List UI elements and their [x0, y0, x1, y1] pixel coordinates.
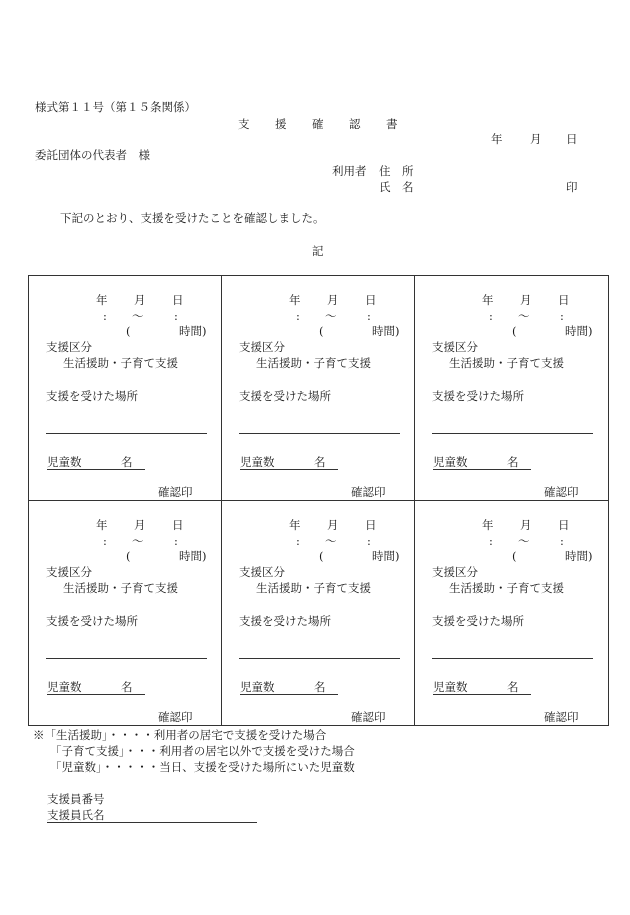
- place-label: 支援を受けた場所: [432, 614, 524, 628]
- category-label: 支援区分: [432, 565, 478, 579]
- children-count: [240, 680, 338, 695]
- user-label: 利用者: [332, 164, 367, 178]
- note-line: ※「生活援助」・・・・利用者の居宅で支援を受けた場合: [33, 728, 327, 742]
- title-char: 認: [349, 117, 361, 131]
- category-options: 生活援助・子育て支援: [63, 581, 178, 595]
- category-options: 生活援助・子育て支援: [449, 581, 564, 595]
- day-label: 日: [172, 518, 184, 532]
- children-count: [433, 455, 531, 470]
- statement: 下記のとおり、支援を受けたことを確認しました。: [60, 211, 325, 225]
- time-tilde: ～: [518, 534, 530, 548]
- start-time-colon: :: [296, 534, 300, 548]
- category-label: 支援区分: [432, 340, 478, 354]
- ki-mark: 記: [312, 244, 324, 258]
- end-time-colon: :: [560, 309, 564, 323]
- start-time-colon: :: [489, 534, 493, 548]
- place-underline: [46, 658, 207, 659]
- children-label: 児童数: [47, 680, 82, 694]
- form-number: 様式第１１号（第１５条関係）: [35, 100, 196, 114]
- year-label: 年: [289, 518, 301, 532]
- hours-open: (: [319, 549, 324, 563]
- children-unit: 名: [314, 455, 326, 469]
- confirmation-cell: [29, 501, 222, 726]
- category-options: 生活援助・子育て支援: [63, 356, 178, 370]
- category-options: 生活援助・子育て支援: [449, 356, 564, 370]
- place-underline: [46, 433, 207, 434]
- start-time-colon: :: [296, 309, 300, 323]
- confirmation-cell: [29, 276, 222, 501]
- confirm-seal-label: 確認印: [351, 485, 386, 499]
- title-char: 支: [238, 117, 250, 131]
- place-label: 支援を受けた場所: [239, 389, 331, 403]
- title-char: 確: [312, 117, 324, 131]
- confirm-seal-label: 確認印: [158, 485, 193, 499]
- children-count: [47, 680, 145, 695]
- hours-close: 時間): [565, 324, 593, 338]
- confirmation-grid: [28, 275, 609, 726]
- staff-name-label: 支援員氏名: [47, 808, 105, 822]
- month-label: 月: [520, 293, 532, 307]
- month-label: 月: [327, 518, 339, 532]
- place-label: 支援を受けた場所: [432, 389, 524, 403]
- confirm-seal-label: 確認印: [544, 485, 579, 499]
- name-label: 氏 名: [379, 180, 414, 194]
- confirmation-cell: [415, 276, 608, 501]
- confirmation-cell: [222, 276, 415, 501]
- end-time-colon: :: [560, 534, 564, 548]
- children-label: 児童数: [240, 455, 275, 469]
- confirm-seal-label: 確認印: [351, 710, 386, 724]
- note-line: 「子育て支援」・・・利用者の居宅以外で支援を受けた場合: [50, 744, 355, 758]
- day-label: 日: [558, 293, 570, 307]
- month-label: 月: [520, 518, 532, 532]
- date-year-label: 年: [491, 132, 503, 146]
- category-label: 支援区分: [239, 565, 285, 579]
- hours-close: 時間): [372, 324, 400, 338]
- children-unit: 名: [507, 680, 519, 694]
- children-count: [433, 680, 531, 695]
- confirm-seal-label: 確認印: [544, 710, 579, 724]
- addressee: 委託団体の代表者 様: [35, 148, 150, 162]
- hours-close: 時間): [179, 549, 207, 563]
- year-label: 年: [96, 293, 108, 307]
- hours-open: (: [126, 549, 131, 563]
- day-label: 日: [365, 518, 377, 532]
- hours-close: 時間): [372, 549, 400, 563]
- year-label: 年: [482, 518, 494, 532]
- note-line: 「児童数」・・・・・当日、支援を受けた場所にいた児童数: [50, 760, 355, 774]
- place-underline: [432, 433, 593, 434]
- place-underline: [239, 433, 400, 434]
- hours-open: (: [126, 324, 131, 338]
- hours-close: 時間): [179, 324, 207, 338]
- children-unit: 名: [121, 680, 133, 694]
- end-time-colon: :: [174, 534, 178, 548]
- hours-close: 時間): [565, 549, 593, 563]
- day-label: 日: [172, 293, 184, 307]
- start-time-colon: :: [103, 534, 107, 548]
- place-underline: [432, 658, 593, 659]
- place-label: 支援を受けた場所: [239, 614, 331, 628]
- children-unit: 名: [121, 455, 133, 469]
- year-label: 年: [289, 293, 301, 307]
- place-label: 支援を受けた場所: [46, 389, 138, 403]
- children-label: 児童数: [47, 455, 82, 469]
- children-label: 児童数: [240, 680, 275, 694]
- month-label: 月: [327, 293, 339, 307]
- start-time-colon: :: [489, 309, 493, 323]
- category-label: 支援区分: [239, 340, 285, 354]
- address-label: 住 所: [379, 164, 414, 178]
- hours-open: (: [319, 324, 324, 338]
- hours-open: (: [512, 549, 517, 563]
- category-options: 生活援助・子育て支援: [256, 356, 371, 370]
- day-label: 日: [365, 293, 377, 307]
- category-options: 生活援助・子育て支援: [256, 581, 371, 595]
- month-label: 月: [134, 293, 146, 307]
- time-tilde: ～: [325, 534, 337, 548]
- staff-number-label: 支援員番号: [47, 792, 105, 806]
- children-label: 児童数: [433, 680, 468, 694]
- confirmation-cell: [222, 501, 415, 726]
- children-unit: 名: [314, 680, 326, 694]
- children-count: [240, 455, 338, 470]
- end-time-colon: :: [174, 309, 178, 323]
- day-label: 日: [558, 518, 570, 532]
- end-time-colon: :: [367, 534, 371, 548]
- category-label: 支援区分: [46, 340, 92, 354]
- time-tilde: ～: [132, 534, 144, 548]
- place-label: 支援を受けた場所: [46, 614, 138, 628]
- start-time-colon: :: [103, 309, 107, 323]
- title-char: 援: [275, 117, 287, 131]
- seal-mark: 印: [566, 180, 578, 194]
- staff-name-underline: [47, 822, 257, 823]
- children-label: 児童数: [433, 455, 468, 469]
- children-count: [47, 455, 145, 470]
- place-underline: [239, 658, 400, 659]
- category-label: 支援区分: [46, 565, 92, 579]
- children-unit: 名: [507, 455, 519, 469]
- confirm-seal-label: 確認印: [158, 710, 193, 724]
- month-label: 月: [134, 518, 146, 532]
- title-char: 書: [386, 117, 398, 131]
- confirmation-cell: [415, 501, 608, 726]
- date-day-label: 日: [566, 132, 578, 146]
- time-tilde: ～: [325, 309, 337, 323]
- time-tilde: ～: [518, 309, 530, 323]
- end-time-colon: :: [367, 309, 371, 323]
- time-tilde: ～: [132, 309, 144, 323]
- date-month-label: 月: [530, 132, 542, 146]
- hours-open: (: [512, 324, 517, 338]
- year-label: 年: [96, 518, 108, 532]
- year-label: 年: [482, 293, 494, 307]
